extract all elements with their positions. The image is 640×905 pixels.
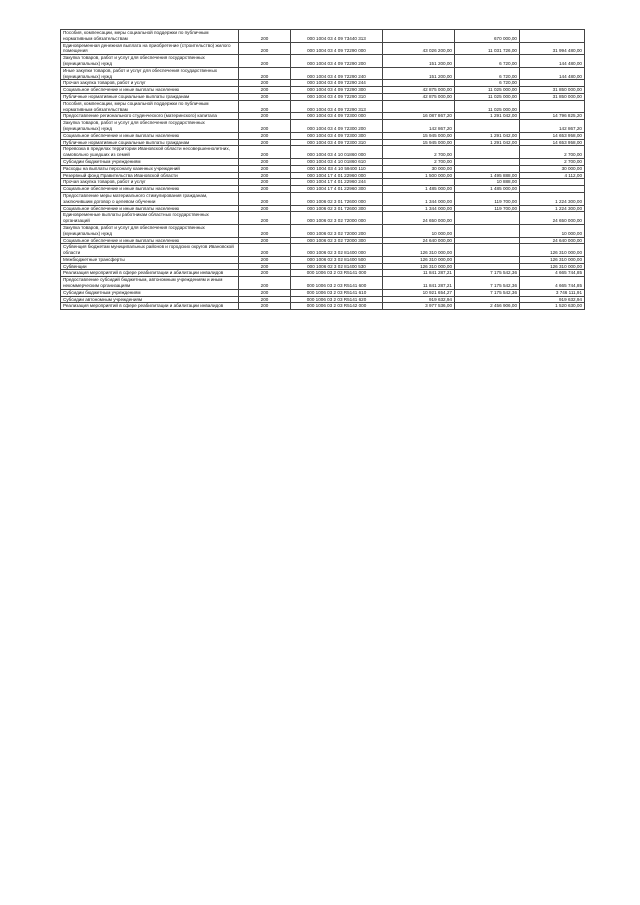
row-kbk-cell: 000 1004 03 4 10 59400 110: [291, 165, 383, 172]
row-code-cell: 200: [239, 93, 291, 100]
row-executed-cell: 6 720,00: [455, 55, 520, 68]
table-row: [61, 139, 585, 146]
row-executed-cell: [455, 237, 520, 244]
table-row: [61, 192, 585, 205]
row-name-cell: Расходы на выплаты персоналу казенных учреждений: [61, 165, 239, 172]
row-approved-cell: 151 200,00: [383, 67, 455, 80]
row-code-cell: 200: [239, 30, 291, 43]
row-remaining-cell: 14 653 958,00: [520, 132, 585, 139]
row-kbk-cell: 000 1006 02 3 01 72600 300: [291, 205, 383, 212]
row-remaining-cell: 3 746 111,91: [520, 289, 585, 296]
row-executed-cell: 7 175 542,36: [455, 277, 520, 290]
row-name-cell: Социальное обеспечение и иные выплаты населению: [61, 186, 239, 193]
row-executed-cell: 7 175 542,36: [455, 270, 520, 277]
table-row: [61, 256, 585, 263]
row-approved-cell: 1 344 000,00: [383, 205, 455, 212]
row-name-cell: Резервный фонд Правительства Ивановской области: [61, 172, 239, 179]
row-kbk-cell: 000 1004 17 4 01 22960 000: [291, 172, 383, 179]
row-kbk-cell: 000 1004 03 4 09 72300 200: [291, 120, 383, 133]
row-remaining-cell: 144 480,00: [520, 55, 585, 68]
row-remaining-cell: 142 867,20: [520, 120, 585, 133]
row-remaining-cell: [520, 100, 585, 113]
row-approved-cell: 126 310 000,00: [383, 244, 455, 257]
row-code-cell: 200: [239, 205, 291, 212]
row-remaining-cell: 14 796 825,20: [520, 113, 585, 120]
table-row: [61, 67, 585, 80]
row-name-cell: Реализация мероприятий в сфере реабилитации и абилитации инвалидов: [61, 303, 239, 310]
table-row: [61, 100, 585, 113]
row-remaining-cell: [520, 179, 585, 186]
row-kbk-cell: 000 1004 03 4 09 72300 310: [291, 139, 383, 146]
row-remaining-cell: [520, 80, 585, 87]
row-code-cell: 200: [239, 263, 291, 270]
row-name-cell: Прочая закупка товаров, работ и услуг: [61, 179, 239, 186]
row-name-cell: Предоставление субсидий бюджетным, автономным учреждениям и иным некоммерческим организациям: [61, 277, 239, 290]
row-kbk-cell: 000 1004 03 4 09 73440 313: [291, 30, 383, 43]
row-executed-cell: [455, 146, 520, 159]
table-row: [61, 224, 585, 237]
table-row: [61, 212, 585, 225]
row-approved-cell: 142 867,20: [383, 120, 455, 133]
table-row: [61, 93, 585, 100]
row-kbk-cell: 000 1004 03 4 09 72290 244: [291, 80, 383, 87]
row-remaining-cell: [520, 30, 585, 43]
row-code-cell: 200: [239, 244, 291, 257]
row-approved-cell: 24 640 000,00: [383, 237, 455, 244]
row-approved-cell: 16 087 867,20: [383, 113, 455, 120]
row-code-cell: 200: [239, 179, 291, 186]
row-executed-cell: 1 291 042,00: [455, 139, 520, 146]
row-kbk-cell: 000 1006 03 2 03 R5142 000: [291, 303, 383, 310]
row-remaining-cell: 1 520 630,00: [520, 303, 585, 310]
row-code-cell: 200: [239, 172, 291, 179]
table-row: [61, 296, 585, 303]
row-code-cell: 200: [239, 256, 291, 263]
table-row: [61, 42, 585, 55]
budget-table-page: [60, 29, 584, 310]
row-code-cell: 200: [239, 289, 291, 296]
row-approved-cell: 1 500 000,00: [383, 172, 455, 179]
row-kbk-cell: 000 1006 03 2 03 R5141 600: [291, 277, 383, 290]
row-approved-cell: 2 700,00: [383, 158, 455, 165]
row-code-cell: 200: [239, 146, 291, 159]
row-name-cell: Предоставление регионального студенческого (материнского) капитала: [61, 113, 239, 120]
table-row: [61, 270, 585, 277]
row-remaining-cell: 10 000,00: [520, 224, 585, 237]
row-kbk-cell: 000 1006 02 3 02 81400 500: [291, 256, 383, 263]
row-code-cell: 200: [239, 186, 291, 193]
row-code-cell: 200: [239, 55, 291, 68]
row-remaining-cell: 4 665 744,85: [520, 270, 585, 277]
row-remaining-cell: 144 480,00: [520, 67, 585, 80]
table-row: [61, 113, 585, 120]
row-executed-cell: [455, 256, 520, 263]
row-remaining-cell: 919 632,94: [520, 296, 585, 303]
row-remaining-cell: 126 310 000,00: [520, 244, 585, 257]
row-kbk-cell: 000 1004 03 4 09 72290 313: [291, 100, 383, 113]
row-name-cell: Публичные нормативные социальные выплаты гражданам: [61, 139, 239, 146]
table-row: [61, 158, 585, 165]
row-code-cell: 200: [239, 139, 291, 146]
table-row: [61, 303, 585, 310]
row-remaining-cell: 30 000,00: [520, 165, 585, 172]
row-remaining-cell: 24 640 000,00: [520, 237, 585, 244]
row-name-cell: Межбюджетные трансферты: [61, 256, 239, 263]
row-approved-cell: [383, 100, 455, 113]
row-name-cell: Социальное обеспечение и иные выплаты населению: [61, 205, 239, 212]
table-row: [61, 179, 585, 186]
row-name-cell: Единовременные выплаты работникам областных государственных организаций: [61, 212, 239, 225]
row-executed-cell: 670 000,00: [455, 30, 520, 43]
table-row: [61, 146, 585, 159]
table-row: [61, 87, 585, 94]
row-approved-cell: 1 485 000,00: [383, 186, 455, 193]
table-row: [61, 120, 585, 133]
row-kbk-cell: 000 1004 03 4 09 72290 310: [291, 93, 383, 100]
row-approved-cell: 43 026 200,00: [383, 42, 455, 55]
row-kbk-cell: 000 1006 02 3 02 72000 300: [291, 237, 383, 244]
row-approved-cell: [383, 179, 455, 186]
row-executed-cell: 6 720,00: [455, 80, 520, 87]
row-kbk-cell: 000 1006 03 2 03 R5141 620: [291, 296, 383, 303]
row-name-cell: Закупка товаров, работ и услуг для обеспечения государственных (муниципальных) нужд: [61, 120, 239, 133]
row-remaining-cell: 2 700,00: [520, 158, 585, 165]
row-code-cell: 200: [239, 270, 291, 277]
row-kbk-cell: 000 1004 03 4 09 72300 300: [291, 132, 383, 139]
row-kbk-cell: 000 1006 02 3 02 72000 200: [291, 224, 383, 237]
row-name-cell: Закупка товаров, работ и услуг для обеспечения государственных (муниципальных) нужд: [61, 55, 239, 68]
row-executed-cell: 11 031 726,00: [455, 42, 520, 55]
row-kbk-cell: 000 1004 03 4 09 72290 300: [291, 87, 383, 94]
table-row: [61, 30, 585, 43]
table-row: [61, 205, 585, 212]
row-name-cell: Социальное обеспечение и иные выплаты населению: [61, 87, 239, 94]
row-remaining-cell: 4 665 744,85: [520, 277, 585, 290]
row-approved-cell: 11 841 287,21: [383, 270, 455, 277]
row-executed-cell: 11 025 000,00: [455, 93, 520, 100]
row-approved-cell: 15 945 000,00: [383, 132, 455, 139]
budget-execution-table: [60, 29, 585, 310]
row-kbk-cell: 000 1004 17 4 01 22960 244: [291, 179, 383, 186]
row-approved-cell: 30 000,00: [383, 165, 455, 172]
row-code-cell: 200: [239, 296, 291, 303]
table-row: [61, 172, 585, 179]
row-name-cell: Публичные нормативные социальные выплаты гражданам: [61, 93, 239, 100]
table-row: [61, 263, 585, 270]
row-kbk-cell: 000 1004 03 4 09 72290 200: [291, 55, 383, 68]
row-code-cell: 200: [239, 100, 291, 113]
row-executed-cell: 119 700,00: [455, 205, 520, 212]
row-executed-cell: [455, 212, 520, 225]
row-remaining-cell: 126 310 000,00: [520, 256, 585, 263]
row-executed-cell: 11 025 000,00: [455, 87, 520, 94]
table-row: [61, 80, 585, 87]
row-code-cell: 200: [239, 80, 291, 87]
row-name-cell: Реализация мероприятий в сфере реабилитации и абилитации инвалидов: [61, 270, 239, 277]
row-executed-cell: [455, 263, 520, 270]
row-code-cell: 200: [239, 67, 291, 80]
row-code-cell: 200: [239, 113, 291, 120]
row-approved-cell: [383, 80, 455, 87]
row-executed-cell: 6 720,00: [455, 67, 520, 80]
row-executed-cell: [455, 224, 520, 237]
row-kbk-cell: 000 1006 03 2 03 R5141 000: [291, 270, 383, 277]
row-approved-cell: 10 921 654,27: [383, 289, 455, 296]
row-executed-cell: 7 175 542,36: [455, 289, 520, 296]
row-name-cell: Субвенции: [61, 263, 239, 270]
row-kbk-cell: 000 1006 02 3 02 72000 000: [291, 212, 383, 225]
row-remaining-cell: 1 224 300,00: [520, 192, 585, 205]
row-name-cell: Социальное обеспечение и иные выплаты населению: [61, 237, 239, 244]
row-approved-cell: 2 700,00: [383, 146, 455, 159]
row-kbk-cell: 000 1006 03 2 03 R5141 610: [291, 289, 383, 296]
row-remaining-cell: [520, 186, 585, 193]
row-executed-cell: 119 700,00: [455, 192, 520, 205]
row-approved-cell: 42 875 000,00: [383, 87, 455, 94]
row-approved-cell: [383, 30, 455, 43]
row-executed-cell: [455, 165, 520, 172]
row-kbk-cell: 000 1004 17 4 01 22960 300: [291, 186, 383, 193]
row-approved-cell: 11 841 287,21: [383, 277, 455, 290]
table-row: [61, 289, 585, 296]
row-code-cell: 200: [239, 120, 291, 133]
row-code-cell: 200: [239, 212, 291, 225]
row-name-cell: Пособия, компенсации, меры социальной поддержки по публичным нормативным обязательствам: [61, 30, 239, 43]
row-name-cell: Субсидии бюджетным учреждениям: [61, 289, 239, 296]
row-code-cell: 200: [239, 277, 291, 290]
row-name-cell: Предоставление меры материального стимулирования гражданам, заключившим договор о целевом обучении: [61, 192, 239, 205]
row-executed-cell: [455, 296, 520, 303]
row-name-cell: Субвенция бюджетам муниципальных районов и городских округов Ивановской области: [61, 244, 239, 257]
row-name-cell: Перевозка в пределах территории Ивановской области несовершеннолетних, самовольно ушедших из семей: [61, 146, 239, 159]
row-approved-cell: 15 945 000,00: [383, 139, 455, 146]
row-executed-cell: 1 291 042,00: [455, 113, 520, 120]
row-kbk-cell: 000 1006 02 3 02 81400 000: [291, 244, 383, 257]
row-code-cell: 200: [239, 87, 291, 94]
row-code-cell: 200: [239, 165, 291, 172]
row-approved-cell: 126 310 000,00: [383, 256, 455, 263]
row-executed-cell: [455, 120, 520, 133]
row-code-cell: 200: [239, 132, 291, 139]
row-kbk-cell: 000 1004 03 4 09 72290 000: [291, 42, 383, 55]
row-kbk-cell: 000 1004 03 4 09 72290 240: [291, 67, 383, 80]
row-kbk-cell: 000 1006 02 3 02 81400 530: [291, 263, 383, 270]
row-approved-cell: 126 310 000,00: [383, 263, 455, 270]
row-remaining-cell: 31 850 000,00: [520, 93, 585, 100]
row-name-cell: Единовременная денежная выплата на приобретение (строительство) жилого помещения: [61, 42, 239, 55]
row-remaining-cell: 14 653 958,00: [520, 139, 585, 146]
table-row: [61, 237, 585, 244]
row-approved-cell: 3 977 536,00: [383, 303, 455, 310]
table-body: [61, 30, 585, 310]
row-remaining-cell: 4 112,00: [520, 172, 585, 179]
row-executed-cell: 10 888,00: [455, 179, 520, 186]
table-row: [61, 277, 585, 290]
row-executed-cell: [455, 158, 520, 165]
table-row: [61, 244, 585, 257]
row-kbk-cell: 000 1004 03 4 10 01860 000: [291, 146, 383, 159]
row-remaining-cell: 126 310 000,00: [520, 263, 585, 270]
row-code-cell: 200: [239, 303, 291, 310]
row-remaining-cell: 2 700,00: [520, 146, 585, 159]
row-name-cell: Субсидии автономным учреждениям: [61, 296, 239, 303]
row-executed-cell: 2 456 906,00: [455, 303, 520, 310]
row-executed-cell: 11 025 000,00: [455, 100, 520, 113]
row-name-cell: Субсидии бюджетным учреждениям: [61, 158, 239, 165]
row-kbk-cell: 000 1006 02 3 01 72600 000: [291, 192, 383, 205]
table-row: [61, 132, 585, 139]
table-row: [61, 186, 585, 193]
row-approved-cell: 919 632,94: [383, 296, 455, 303]
table-row: [61, 165, 585, 172]
row-code-cell: 200: [239, 158, 291, 165]
row-kbk-cell: 000 1004 03 4 10 01860 610: [291, 158, 383, 165]
row-executed-cell: 1 485 000,00: [455, 186, 520, 193]
row-executed-cell: 1 291 042,00: [455, 132, 520, 139]
row-code-cell: 200: [239, 224, 291, 237]
table-row: [61, 55, 585, 68]
row-code-cell: 200: [239, 237, 291, 244]
row-code-cell: 200: [239, 42, 291, 55]
row-name-cell: Пособия, компенсации, меры социальной поддержки по публичным нормативным обязательствам: [61, 100, 239, 113]
row-remaining-cell: 24 650 000,00: [520, 212, 585, 225]
row-remaining-cell: 1 224 300,00: [520, 205, 585, 212]
row-executed-cell: [455, 244, 520, 257]
row-kbk-cell: 000 1004 03 4 09 72300 000: [291, 113, 383, 120]
row-approved-cell: 1 344 000,00: [383, 192, 455, 205]
row-approved-cell: 24 650 000,00: [383, 212, 455, 225]
row-name-cell: Социальное обеспечение и иные выплаты населению: [61, 132, 239, 139]
row-approved-cell: 151 200,00: [383, 55, 455, 68]
row-name-cell: Иные закупки товаров, работ и услуг для обеспечения государственных (муниципальных) нужд: [61, 67, 239, 80]
row-executed-cell: 1 495 888,00: [455, 172, 520, 179]
row-approved-cell: 42 875 000,00: [383, 93, 455, 100]
row-code-cell: 200: [239, 192, 291, 205]
row-remaining-cell: 31 850 000,00: [520, 87, 585, 94]
row-name-cell: Прочая закупка товаров, работ и услуг: [61, 80, 239, 87]
row-name-cell: Закупка товаров, работ и услуг для обеспечения государственных (муниципальных) нужд: [61, 224, 239, 237]
row-approved-cell: 10 000,00: [383, 224, 455, 237]
row-remaining-cell: 31 994 480,00: [520, 42, 585, 55]
